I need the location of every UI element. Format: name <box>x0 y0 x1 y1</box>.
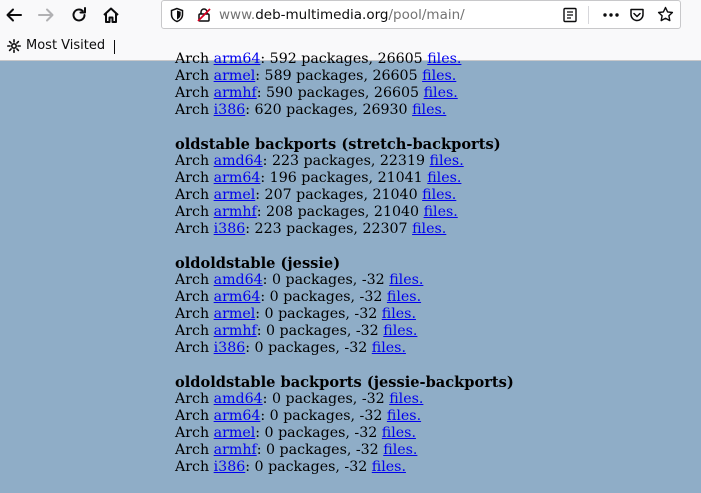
files-link[interactable]: files. <box>371 459 406 475</box>
arch-line <box>175 289 514 306</box>
arch-prefix: Arch <box>175 153 214 169</box>
arch-link[interactable]: amd64 <box>213 272 263 288</box>
page-actions-icon[interactable] <box>602 7 620 23</box>
arch-prefix: Arch <box>175 408 214 424</box>
arch-line <box>175 459 514 476</box>
distribution-section <box>175 374 514 476</box>
package-count: : 590 packages, 26605 <box>256 85 424 101</box>
arch-prefix: Arch <box>175 391 214 407</box>
arch-link[interactable]: armel <box>213 306 256 322</box>
reload-button[interactable] <box>66 2 92 28</box>
files-link[interactable]: files. <box>423 204 458 220</box>
package-count: : 0 packages, -32 <box>245 459 372 475</box>
arch-link[interactable]: arm64 <box>213 289 261 305</box>
arch-link[interactable]: i386 <box>213 459 246 475</box>
package-count: : 0 packages, -32 <box>255 425 382 441</box>
arch-prefix: Arch <box>175 68 214 84</box>
forward-arrow-icon <box>37 6 55 24</box>
arch-line <box>175 102 514 119</box>
arch-line <box>175 408 514 425</box>
arch-link[interactable]: i386 <box>213 102 246 118</box>
arch-link[interactable]: amd64 <box>213 153 263 169</box>
arch-prefix: Arch <box>175 459 214 475</box>
section-title: oldoldstable backports (jessie-backports) <box>175 374 514 391</box>
package-count: : 207 packages, 21040 <box>255 187 423 203</box>
package-count: : 589 packages, 26605 <box>255 68 423 84</box>
arch-prefix: Arch <box>175 85 214 101</box>
bookmark-star-icon[interactable] <box>657 6 674 23</box>
files-link[interactable]: files. <box>389 272 424 288</box>
insecure-lock-icon[interactable] <box>196 7 212 23</box>
reload-icon <box>70 6 88 24</box>
arch-link[interactable]: armhf <box>213 85 257 101</box>
section-title: oldstable backports (stretch-backports) <box>175 136 501 153</box>
arch-prefix: Arch <box>175 425 214 441</box>
package-count: : 0 packages, -32 <box>262 391 390 407</box>
arch-line <box>175 306 514 323</box>
package-count: : 196 packages, 21041 <box>260 170 428 186</box>
url-text[interactable] <box>219 7 465 23</box>
arch-prefix: Arch <box>175 289 214 305</box>
arch-link[interactable]: i386 <box>213 340 246 356</box>
section-title: oldoldstable (jessie) <box>175 255 341 272</box>
package-count: : 0 packages, -32 <box>245 340 372 356</box>
files-link[interactable]: files. <box>381 425 416 441</box>
package-count: : 223 packages, 22319 <box>262 153 430 169</box>
arch-prefix: Arch <box>175 272 214 288</box>
files-link[interactable]: files. <box>422 187 457 203</box>
arch-prefix: Arch <box>175 51 214 67</box>
arch-line <box>175 391 514 408</box>
pocket-icon[interactable] <box>629 7 645 23</box>
arch-link[interactable]: armhf <box>213 323 257 339</box>
arch-link[interactable]: armhf <box>213 442 257 458</box>
package-listing <box>175 51 514 493</box>
files-link[interactable]: files. <box>427 170 462 186</box>
url-bar[interactable] <box>161 0 681 29</box>
distribution-section <box>175 136 514 238</box>
package-count: : 0 packages, -32 <box>255 306 382 322</box>
arch-line <box>175 204 514 221</box>
arch-link[interactable]: arm64 <box>213 51 261 67</box>
arch-prefix: Arch <box>175 170 214 186</box>
arch-prefix: Arch <box>175 102 214 118</box>
package-count: : 620 packages, 26930 <box>245 102 413 118</box>
bookmark-label: Most Visited <box>26 38 106 53</box>
arch-link[interactable]: arm64 <box>213 408 261 424</box>
arch-prefix: Arch <box>175 221 214 237</box>
package-count: : 208 packages, 21040 <box>256 204 424 220</box>
package-count: : 0 packages, -32 <box>260 289 387 305</box>
arch-link[interactable]: armhf <box>213 204 257 220</box>
arch-link[interactable]: armel <box>213 425 256 441</box>
files-link[interactable]: files. <box>422 68 457 84</box>
arch-prefix: Arch <box>175 340 214 356</box>
distribution-section <box>175 255 514 357</box>
url-prefix: www. <box>219 7 256 23</box>
arch-line <box>175 187 514 204</box>
package-count: : 0 packages, -32 <box>256 442 384 458</box>
arch-line <box>175 425 514 442</box>
shield-icon[interactable] <box>169 7 185 23</box>
arch-prefix: Arch <box>175 187 214 203</box>
page-viewport <box>0 51 701 486</box>
arch-prefix: Arch <box>175 306 214 322</box>
reader-view-icon[interactable] <box>562 7 578 23</box>
gear-icon <box>7 39 21 53</box>
arch-line <box>175 323 514 340</box>
package-count: : 0 packages, -32 <box>260 408 387 424</box>
arch-line <box>175 340 514 357</box>
browser-toolbar <box>0 0 701 30</box>
files-link[interactable]: files. <box>412 102 447 118</box>
arch-prefix: Arch <box>175 204 214 220</box>
files-link[interactable]: files. <box>423 85 458 101</box>
arch-prefix: Arch <box>175 442 214 458</box>
files-link[interactable]: files. <box>371 340 406 356</box>
forward-button[interactable] <box>33 2 59 28</box>
arch-line <box>175 153 514 170</box>
files-link[interactable]: files. <box>429 153 464 169</box>
package-count: : 0 packages, -32 <box>256 323 384 339</box>
bookmark-most-visited[interactable] <box>7 38 105 53</box>
url-bar-separator <box>588 6 589 24</box>
arch-line <box>175 442 514 459</box>
arch-line <box>175 221 514 238</box>
package-count: : 223 packages, 22307 <box>245 221 413 237</box>
arch-line <box>175 51 514 68</box>
package-count: : 592 packages, 26605 <box>260 51 428 67</box>
distribution-section <box>175 51 514 119</box>
arch-link[interactable]: armel <box>213 68 256 84</box>
arch-link[interactable]: arm64 <box>213 170 261 186</box>
bookmark-separator <box>114 40 115 54</box>
files-link[interactable]: files. <box>427 51 462 67</box>
url-host: deb-multimedia.org <box>255 7 389 23</box>
files-link[interactable]: files. <box>412 221 447 237</box>
arch-line <box>175 68 514 85</box>
arch-line <box>175 85 514 102</box>
arch-link[interactable]: i386 <box>213 221 246 237</box>
files-link[interactable]: files. <box>383 442 418 458</box>
files-link[interactable]: files. <box>386 289 422 305</box>
arch-line <box>175 170 514 187</box>
files-link[interactable]: files. <box>381 306 416 322</box>
arch-link[interactable]: armel <box>213 187 256 203</box>
files-link[interactable]: files. <box>389 391 424 407</box>
package-count: : 0 packages, -32 <box>262 272 390 288</box>
arch-line <box>175 272 514 289</box>
back-button[interactable] <box>1 2 27 28</box>
home-button[interactable] <box>98 2 124 28</box>
arch-prefix: Arch <box>175 323 214 339</box>
files-link[interactable]: files. <box>383 323 418 339</box>
back-arrow-icon <box>5 6 23 24</box>
arch-link[interactable]: amd64 <box>213 391 263 407</box>
home-icon <box>102 6 120 24</box>
files-link[interactable]: files. <box>386 408 422 424</box>
url-path: /pool/main/ <box>388 7 465 23</box>
